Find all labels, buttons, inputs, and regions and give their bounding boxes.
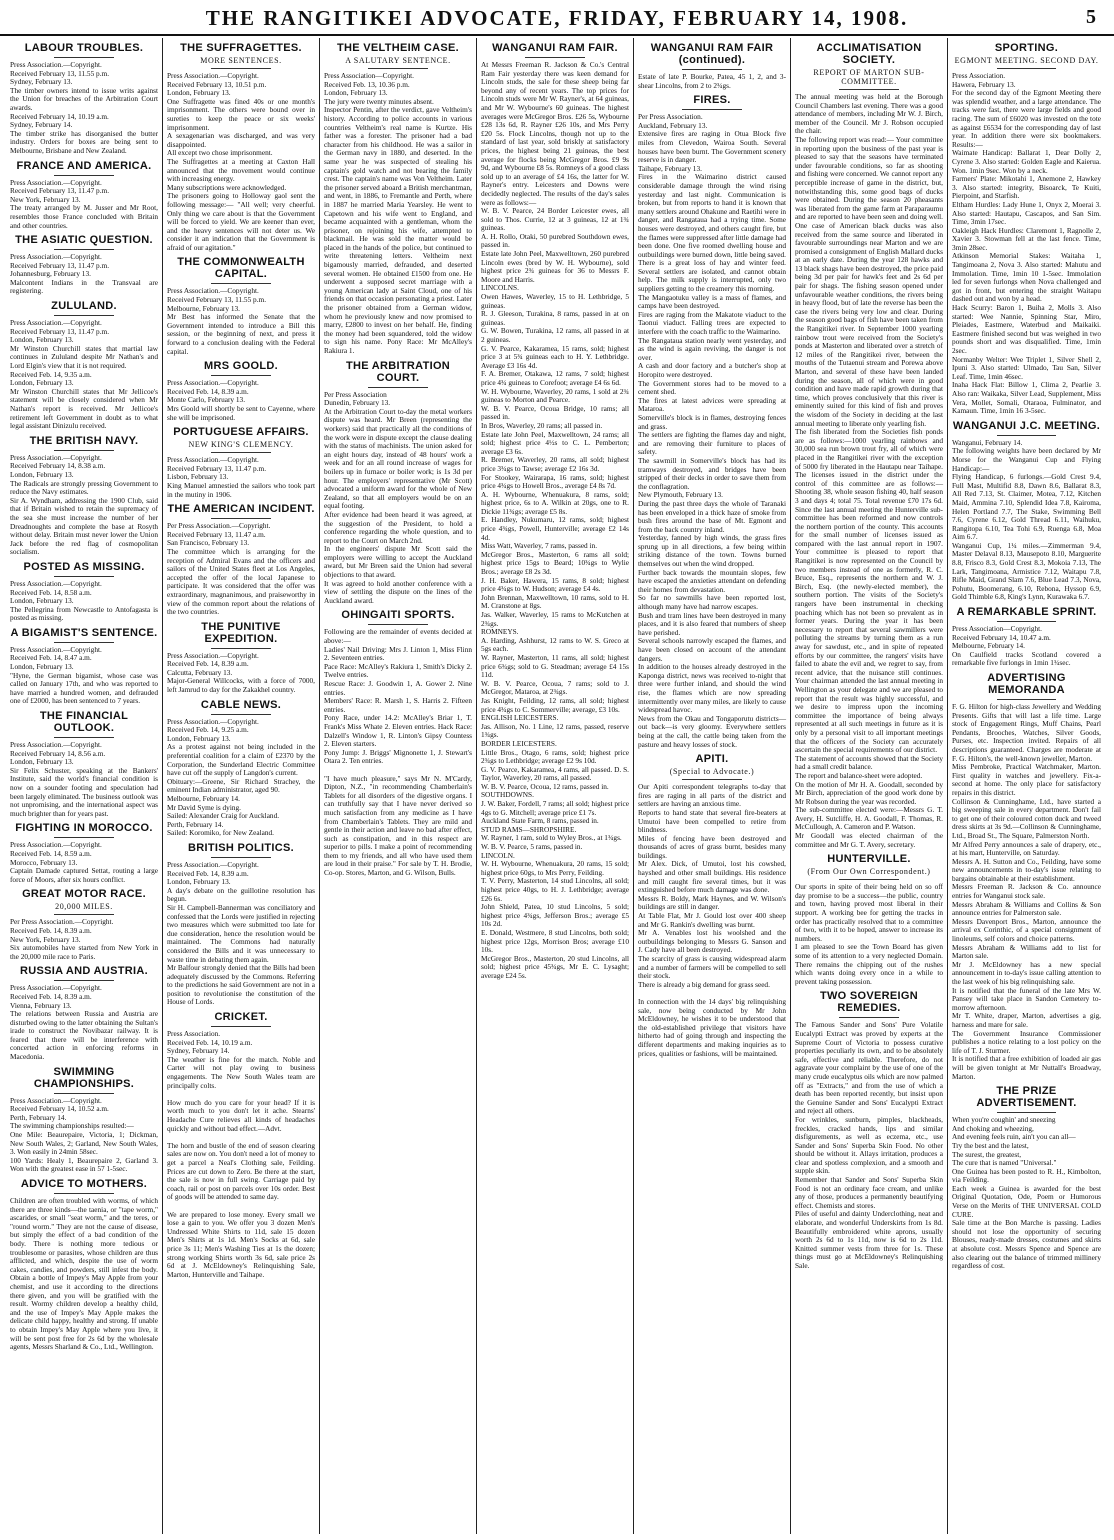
- article-headline: TWO SOVEREIGN REMEDIES.: [819, 990, 919, 1015]
- headline-rule: [997, 68, 1057, 69]
- headline-rule: [839, 879, 898, 880]
- article-headline: SPORTING.: [994, 42, 1059, 54]
- article: [952, 672, 1101, 1081]
- article: [10, 42, 158, 156]
- article-body: Per Press Association.—Copyright. Received Feb. 14, 8.39 a.m. New York, February 13. Six automobiles have started from New York in the 20,000 mile race to Paris.: [10, 917, 158, 961]
- article-body: Following are the remainder of events decided at above:— Ladies' Nail Driving: Mrs J. Linton 1, Miss Flinn 2. Seventeen entries. Pace Race: McAlley's Rakiura 1, Smith's Dicky 2. Twelve entries. Rescue Race: J. Goodwin 1, A. Gower 2. Nine entries. Members' Race: R. Marsh 1, S. Harris 2. Fifteen entries. Pony Race, under 14.2: McAlley's Briar 1, T. Frank's Miss Whate 2. Eleven entries. Hack Race: Dalzell's Window 1, R. Linton's Gipsy Countess 2. Eleven starters. Pony Jump: J. Briggs' Mignonette 1, J. Stewart's Otara 2. Ten entries. "I have much pleasure," says Mr N. M'Cardy, Dipton, N.Z., "in recommending Chamberlain's Tablets for all disorders of the digestive organs. I can truthfully say that I have never derived so much satisfaction from any medicine as I have from Chamberlain's Tablets. They are mild and gentle in their action and leave no bad after effect, such as constipation, and in this respect are superior to pills. I make a point of recommending them to my friends, and all who have used them are loud in their praise." For sale by T. H. Brodie, Co-op. Stores, Marton, and G. Wilson, Bulls.: [324, 627, 472, 878]
- article: [10, 300, 158, 431]
- newspaper-title: THE RANGITIKEI ADVOCATE, FRIDAY, FEBRUARY 14, 1908.: [205, 6, 909, 30]
- article-headline: THE AMERICAN INCIDENT.: [167, 503, 315, 516]
- headline-rule: [211, 518, 270, 519]
- article-headline: A REMARKABLE SPRINT.: [956, 606, 1097, 619]
- headline-rule: [211, 857, 270, 858]
- article: [167, 699, 315, 838]
- headline-rule: [54, 914, 113, 915]
- article-body: Per Press Association Dunedin, February 13. At the Arbitration Court to-day the metal workers dispute was heard. Mr Breen (representing the workers) said that practically all the conditions of the work were in dispute except the clause dealing with the status of machinists. The union asked for an eight hours day, instead of 48 hours' work a week and for an all round increase of wages for boilers up in furnace or boiler work; is 1s 3d per hour. The employers' representative (Mr Scott) advocated a uniform award for the whole of New Zealand, so that all employers would be on an equal footing. After evidence had been heard it was agreed, at the suggestion of the President, to hold a conference regarding the whole question, and to report to the Court on March 2nd. In the engineers' dispute Mr Scott said the employers were willing to accept the Auckland award, but Mr Breen said the Union had several objections to that award. It was agreed to hold another conference with a view of settling the dispute on the lines of the Auckland award.: [324, 389, 472, 605]
- article-body: Our sports in spite of their being held on so off day promise to be a success—the public, country and town, having proved most liberal in their support. A working bee for getting the tracks in order has practically resolved that to a committee of two, with it to be hoped, answer to increase its numbers. I am pleased to see the Town Board has given some of its attention to a very neglected Domain. There remains the chipping out of the rushes which wants doing every once in a while to prevent taking possession.: [795, 882, 943, 986]
- headline-rule: [54, 175, 113, 176]
- article-headline: WANGANUI RAM FAIR (continued).: [650, 42, 774, 66]
- article-headline: FIGHTING IN MOROCCO.: [15, 822, 153, 835]
- headline-rule: [54, 450, 113, 451]
- headline-rule: [211, 1026, 270, 1027]
- article-headline: PORTUGUESE AFFAIRS.: [173, 426, 309, 439]
- headline-rule: [54, 249, 113, 250]
- article-body: Press Association.—Copyright. Received Feb. 14, 8.39 a.m. Monte Carlo, February 13. Mrs Goold will shortly be sent to Cayenne, where she will be imprisoned.: [167, 378, 315, 422]
- article-body: Press Association. Hawera, February 13. For the second day of the Egmont Meeting there was splendid weather, and a large attendance. The tracks were fast, there were large fields and good racing. The sum of £6020 was invested on the tote as against £6534 for the corresponding day of last year. In addition there were six bookmakers. Results:— Waimate Handicap: Ballarat 1, Dear Dolly 2, Cyrene 3. Also started: Golden Eagle and Kaierua. Won. 1min 9sec. Won by a neck. Farmers' Plate: Mikotahi 1, Anemone 2, Hawkey 3. Also started: integrity, Bisoarck, Te Kuiti, Pierpoint, and Starfish. Eltham Hurdles: Lady Hune 1, Onyx 2, Moerai 3. Also started: Hautapu, Cascapos, and San Sim. Time, 3min 17sec. Oakleigh Hack Hurdles: Claremont 1, Ragnolle 2, Xavier 3. Stowman fell at the last fence. Time, 3min 28sec. Atkinson Memorial Stakes: Waitaha 1, Tangimoana 2, Nova 3. Also started: Mahutu and Immolation. Time, 1min 10 1-5sec. Immolation led for seven furlongs when Nova challenged and got in front, but entering the straight Waitapu dashed out and won by a head. Hack Scurry: Baron 1, Buiha 2, Molls 3. Also started: Wee Nannie, Spinning Star, Miro, Pleiades, Eastmere, Waterbud and Maikaiki. Eastmere finished second but was weighed in two pounds short and was disqualified. Time, 1min 2sec. Normanby Welter: Wee Triplet 1, Silver Shell 2, Ipuni 3. Also started: Ulmado, Tau San, Silver Leaf. Time, 1min 46sec. Inaha Hack Flat: Billow 1, Clima 2, Pearlie 3. Also ran: Waikaka, Silver Lead, Supplement, Miss Vera, Mollet, Somali, Otaraoa, Fulminator, and Kamaun. Time, 1min 16 3-5sec.: [952, 71, 1101, 416]
- article: [10, 160, 158, 231]
- headline-rule: [54, 1193, 113, 1194]
- article: [638, 753, 786, 1058]
- column-1: [6, 38, 163, 1534]
- headline-rule: [54, 1093, 113, 1094]
- article: [10, 234, 158, 296]
- headline-rule: [368, 624, 427, 625]
- headline-rule: [997, 435, 1057, 436]
- article: [952, 420, 1101, 602]
- article: [167, 1011, 315, 1279]
- article: [952, 606, 1101, 668]
- article-body: Press Association.—Copyright. Received February 13, 11.55 p.m. Melbourne, February 13. Mr Best has informed the Senate that the Government intended to introduce a Bill this session, or the beginning of next, and press it forward to a conclusion dealing with the Federal capital.: [167, 286, 315, 356]
- article-body: Press Association.—Copyright. Received February 13, 11.55 p.m. Sydney, February 13. The timber owners intend to issue writs against the Union for breaches of the Arbitration Court awards. Received February 14, 10.19 a.m. Sydney, February 14. The timber strike has disorganised the butter industry. Orders for boxes are being sent to Melbourne, Brisbane and New Zealand.: [10, 60, 158, 155]
- article-body: Per Press Association.—Copyright. Received February 13, 11.47 a.m. San Francisco, February 13. The committee which is arranging for the reception of Admiral Evans and the officers and sailors of the United States fleet at Los Angeles, accepted the offer of the local Japanese to participate. It was considered that the offer was extraordinary, magnanimous, and praiseworthy in view of the common report about the relations of the two countries.: [167, 521, 315, 617]
- article-headline: THE ARBITRATION COURT.: [345, 359, 451, 384]
- article-headline: ADVICE TO MOTHERS.: [20, 1178, 148, 1190]
- article-headline: MRS GOOLD.: [204, 360, 278, 373]
- article-body: Press Association.—Copyright. Received Feb. 14, 9.25 a.m. London, February 13. As a protest against not being included in the preferential coalition for a claim of £2370 by the Corporation, the Sunderland Electric Committee have cut off the supply of Langdon's current. Obituary:—Greene, Sir Richard Strachey, the eminent Indian administrator, aged 90. Melbourne, February 14. Mr David Syme is dying. Sailed: Alexander Craig for Auckland. Perth, February 14. Sailed: Koromiko, for New Zealand.: [167, 716, 315, 838]
- article-headline: WANGANUI J.C. MEETING.: [952, 419, 1101, 432]
- article-headline: BRITISH POLITICS.: [188, 841, 294, 854]
- article-body: When you're coughin' and sneezing And choking and wheezing, And evening feels ruin, ain't you can all— Try the best and the latest, The surest, the greatest, The cure that is named "Universal." One Guinea has been posted to R. H., Kimbolton, via Feilding. Each week a Guinea is awarded for the best Original Quotation, Ode, Poem or Humorous Verse on the Merits of THE UNIVERSAL COLD CURE. Sale time at the Bon Marche is passing. Ladies should not lose the opportunity of securing Blouses, ready-made dresses, costumes and skirts at absolute cost. Messrs Spence and Spence are also clearing out the balance of trimmed millinery regardless of cost.: [952, 1115, 1101, 1271]
- article: [10, 627, 158, 706]
- article-body: Press Association—Copyright. Received Feb. 13, 10.36 p.m. London, February 13. The jury were twenty minutes absent. Inspector Pentin, after the verdict, gave Veltheim's history. According to police accounts in various countries Veltheim's real name is Kurtze. His father was a forester. The prisoner had a bad character from his childhood. He was a sailor in the German navy in 1880, and deserted. In the same year he was suspected of stealing his captain's gold watch and not bearing the family crest. The captain's name was Von Veltheim. Later the prisoner served aboard a British merchantman, and went, in 1886, to Fremantle and Perth, where in 1887 he married Maria Yearsley. He went to Capetown and his wife went to England, and became acquainted with a gentleman, whom the prisoner, on rejoining his wife, attempted to blackmail. He was sold the matter would be placed in the hands of the police, but continued to write threatening letters. Veltheim next bigamously married, defrauded, and deserted several women. He obtained £1500 from one. He underwent a supposed secret marriage with a young American lady at Saint Cloud, one of his friends on that occasion personating a priest. Later the prisoner obtained from a German widow, whom he previously knew and now promised to marry, £2800 to invest on her behalf. He, finding the money had been squandered, told the widow to sign his name. Pony Race: Mr McAlley's Rakiura 1.: [324, 71, 472, 355]
- article: [167, 426, 315, 499]
- article-subheadline: (Special to Advocate.): [669, 767, 755, 777]
- article-headline: CABLE NEWS.: [200, 698, 282, 711]
- article: [167, 256, 315, 356]
- article: [795, 990, 943, 1270]
- article-subheadline: MORE SENTENCES.: [200, 56, 282, 65]
- headline-rule: [54, 642, 113, 643]
- headline-rule: [54, 980, 113, 981]
- article-body: Press Association.—Copyright. Received February 13, 10.51 p.m. London, February 13. One Suffragette was fined 40s or one month's imprisonment. The others were bound over in sureties to keep the peace or six weeks' imprisonment. A sexagenarian was discharged, and was very disappointed. All except two chose imprisonment. The Suffragettes at a meeting at Caxton Hall announced that the movement would continue with increasing energy. Many subscriptions were acknowledged. The prisoners going to Holloway gaol sent the following message:— "All well; very cheerful. Only thing we care about is that the Government will be forced to yield. We are keener than ever, and the heavy sentences will not deter us. We consider it an indication that the Government is afraid of our agitation.": [167, 71, 315, 252]
- article: [10, 822, 158, 884]
- headline-rule: [682, 779, 741, 780]
- article-body: Press Association.—Copyright. Received Feb. 14, 8.58 a.m. London, February 13. The Pellegrina from Newcastle to Antofagasta is posted as missing.: [10, 578, 158, 623]
- article: [10, 1066, 158, 1174]
- headline-rule: [54, 737, 113, 738]
- article: [10, 965, 158, 1061]
- headline-rule: [997, 621, 1057, 622]
- headline-rule: [682, 69, 741, 70]
- article-headline: THE SUFFRAGETTES.: [180, 42, 302, 54]
- article-body: Per Press Association. Auckland, February 13. Extensive fires are raging in Otua Block five miles from Clevedon, Wairoa South. Several houses have been burnt. The Government scenery reserve is in danger. Taihape, February 13. Fires in the Waimarino district caused considerable damage through the wind rising yesterday and last night. Communication is broken, but from reports to hand it is known that many settlers around Ohakune and Raetihi were in danger, and Rangataua had a trying time. Some houses were destroyed, and others caught fire, but the flames were suppressed after little damage had been done. One five roomed dwelling house and outbuildings were burned down, little being saved. There is a great loss of hay and winter feed. Several settlers are isolated, and cannot obtain help. The milk supply is interrupted, only two suppliers getting to the creamery this morning. The Mangaotuku valley is a mass of flames, and camps have been destroyed. Fires are raging from the Makatote viaduct to the Taonui viaduct. Falling trees are expected to interfere with the coach traffic to the Waimarino. The Rangataua station nearly went yesterday, and as the wind is again reviving, the danger is not over. A cash and door factory and a butcher's shop at Horopito were destroyed. The Government stores had to be moved to a cement shed. The fires at latest advices were spreading at Mataroa. Somerville's block is in flames, destroying fences and grass. The settlers are fighting the flames day and night, and are removing their furniture to places of safety. The sawmill in Somerville's block has had its tramways destroyed, and bridges have been stripped of their decks in order to save them from the conflagration. New Plymouth, February 13. During the past three days the whole of Taranaki has been enveloped in a thick haze of smoke from bush fires around the base of Mt. Egmont and from the back country inland. Yesterday, fanned by high winds, the grass fires sprung up in all directions, a few being within striking distance of the town. Towns burned themselves out when the wind dropped. Further back towards the mountain slopes, few have escaped the anxieties attendant on defending their homes from devastation. So far no sawmills have been reported lost, although many have had narrow escapes. Bush and tram lines have been destroyed in many places, and it is also feared that numbers of sheep have perished. Several schools narrowly escaped the flames, and have been closed on account of the attendant dangers. In addition to the houses already destroyed in the Kaponga district, news was received to-night that three were further inland, and should the wind rise, the flames which are now spreading intermittently over many miles, are likely to cause widespread havoc. News from the Okau and Tongaporutu districts—out back—is very gloomy. Everywhere settlers being at the call, the cattle being taken from the pasture and heavy losses of stock.: [638, 112, 786, 749]
- article-headline: OHINGAITI SPORTS.: [341, 609, 455, 622]
- article-body: Press Association.—Copyright. Received February 14, 10.52 a.m. Perth, February 14. The swimming championships resulted:— One Mile: Beaurepaire, Victoria, 1; Dickman, New South Wales, 2; Garland, New South Wales, 3. Won easily in 24min 58sec. 100 Yards: Healy 1, Beaurepaire 2, Garland 3. Won with the greatest ease in 57 1-5sec.: [10, 1095, 158, 1174]
- headline-rule: [54, 57, 113, 58]
- article-headline: WANGANUI RAM FAIR.: [492, 42, 618, 54]
- headline-rule: [839, 1017, 898, 1018]
- article-body: Press Association—Copyright. Received February 14, 10.47 a.m. Melbourne, February 14. On Caulfield tracks Scotland covered a remarkable five furlongs in 1min 1¾sec.: [952, 624, 1101, 668]
- article: [324, 42, 472, 356]
- article-body: Press Association.—Copyright. Received Feb. 14, 8.39 a.m. Calcutta, February 13. Major-General Willcocks, with a force of 7000, left Jamrud to day for the Zakakhel country.: [167, 650, 315, 695]
- article-subheadline: REPORT OF MARTON SUB-COMMITTEE.: [813, 68, 925, 86]
- article: [324, 609, 472, 877]
- headline-rule: [211, 714, 270, 715]
- article-headline: CRICKET.: [214, 1011, 268, 1024]
- article-body: Estate of late P. Bourke, Patea, 45 1, 2, and 3-shear Lincolns, from 2 to 2¾gs.: [638, 72, 786, 90]
- headline-rule: [211, 375, 270, 376]
- article-headline: GREAT MOTOR RACE.: [22, 888, 146, 901]
- headline-rule: [368, 68, 427, 69]
- article: [167, 360, 315, 422]
- columns-container: [6, 38, 1108, 1534]
- article-body: Press Association.—Copyright. Received February 14, 8.56 a.m. London, February 13. Sir Felix Schuster, speaking at the Bankers' Institute, said the world's financial condition is now on a sounder footing and speculation had been largely eliminated. The business outlook was not unpromising, and the international aspect was much brighter than for years past.: [10, 740, 158, 818]
- column-3: [320, 38, 477, 1534]
- headline-rule: [211, 68, 270, 69]
- article: [10, 435, 158, 557]
- article: [167, 503, 315, 617]
- article-body: Children are often troubled with worms, of which there are three kinds—the taenia, or "tape worm," ascarides, or small "seat worm," and the teres, or "round worm." They are not the cause of disease, but simply the effect of a bad condition of the body. There is nothing more tedious or troublesome or parasites, whose children are thus afflicted, and which, despite the use of worm cakes, candies, and powders, still infest the body. Obtain a bottle of Impey's May Apple from your chemist, and use it according to the directions there given, and you will be gratified with the result. Wormy children develop a healthy child, and the use of Impey's May Apple makes the delicate child happy, healthy and strong. If unable to obtain Impey's May Apple where you live, it will be sent post free for 2s 6d by the wholesale agents, Messrs Sharland & Co., Ltd., Wellington.: [10, 1196, 158, 1352]
- article-headline: POSTED AS MISSING.: [23, 560, 145, 573]
- article-body: Press Association.—Copyright. Received Feb. 14, 8.39 a.m. London, February 13. A day's debate on the guillotine resolution has begun. Sir H. Campbell-Bannerman was conciliatory and confessed that the Lords were justified in rejecting two measures which were submitted too late for due consideration, hence the resolution would be maintained. The Commons had naturally considered the Bills and it was unnecessary to waste time in debating them again. Mr Balfour strongly denied that the Bills had been adequately discussed by the Commons. Referring to the predictions he said Government are not in a position to revolutionise the constitution of the House of Lords.: [167, 859, 315, 1007]
- article-subheadline: A SALUTARY SENTENCE.: [345, 56, 451, 65]
- article-headline: THE COMMONWEALTH CAPITAL.: [177, 256, 305, 281]
- article: [795, 853, 943, 986]
- article-headline: APITI.: [695, 753, 729, 766]
- column-5: [634, 38, 791, 1534]
- article: [795, 42, 943, 849]
- headline-rule: [682, 109, 741, 110]
- headline-rule: [839, 89, 898, 90]
- article: [638, 42, 786, 90]
- article-body: At Messrs Freeman R. Jackson & Co.'s Central Ram Fair yesterday there was keen demand for Lincoln studs, the sale for these sheep being far beyond any of recent years. The top prices for Lincoln studs were Mr W. Rayner's, at 64 guineas, and Mr W. Wybourne's 60 guineas. The highest averages were McGregor Bros. £26 5s, Wybourne £28 13s 6d, R. Rayner £26 10s, and Mrs Perry £20 5s. Flock Lincolns, though not up to the standard of last year, sold briskly at satisfactory prices, the highest being 21 guineas, the best average for flocks being McGregor Bros. £9 9s 9d, and Wybourne £8 5s. Romneys of a good class sold up to an average of £4 16s, the latter for W. Rayner's entry. Leicesters and Downs were decidedly neglected. The results of the day's sales were as follows:— W. B. V. Pearce, 24 Border Leicester ewes, all sold to Thos. Currie, 12 at 3 guineas, 12 at 1¾ guineas. A. H. Rollo, Otaki, 50 purebred Southdown ewes, passed in. Estate late John Peel, Maxwelltown, 260 purebred Lincoln ewes (bred by W. H. Wybourne), sold highest price 2¾ guineas for 36 to Messrs F. Moore and Harris. LINCOLNS. Owen Hawes, Waverley, 15 to H. Lethbridge, 5 guineas. R. J. Gleeson, Turakina, 8 rams, passed in at on guineas. G. W. Bowen, Turakina, 12 rams, all passed in at 2 guineas. G. V. Pearce, Kakaramea, 15 rams, sold; highest price 3 at 5¾ guineas each to H. Y. Lethbridge. Average £3 16s 4d. F. A. Bremer, Otakawa, 12 rams, 7 sold; highest price 4¾ guineas to Corefoot; average £4 6s 6d. W. H. Wybourne, Waverley, 20 rams, 1 sold at 2¾ guineas to Morton and Pearce. W. B. V. Pearce, Ocoua Bridge, 10 rams; all passed in. In Bros, Waverley, 20 rams; all passed in. Estate late John Peel, Maxwelltown, 24 rams; all sold; highest price 4½s to C. L. Pemberton; average £3 6s. R. Bremer, Waverley, 20 rams, all sold; highest price 3¾gs to Tawse; average £2 16s 3d. For Stookey, Wairarapa, 16 rams, sold; highest price 4¾gs to Howell Bros., average £4 8s 7d. A. H. Wybourne, Whenuakura, 8 rams, sold; highest price, 6s to A. Wilkin at 20gs, one to R. Dickie 11¾gs; average £5 8s. E. Handley, Nukumaru, 12 rams, sold; highest price 4¾gs, Powell, Hunterville; average £2 14s 4d. Miss Watt, Waverley, 7 rams, passed in. McGregor Bros., Masterton, 6 rams all sold; highest price 15gs to Beard; 10¾gs to Wylie Bros.; average £8 2s 3d. J. H. Baker, Hawera, 15 rams, 8 sold; highest price 4¾gs to W. Hudson; average £4 4s. John Brennan, Maxwelltown, 10 rams, sold to H. M. Cranstone at 8gs. Jas. Walker, Waverley, 15 rams to McKutchen at 2¾gs. ROMNEYS. A. Harding, Ashhurst, 12 rams to W. S. Greco at 5gs each. W. Rayner, Masterton, 11 rams, all sold; highest price 6¾gs; sold to G. Steadman; average £4 15s 11d. W. B. V. Pearce, Ocoua, 7 rams; sold to J. McGregor, Mataroa, at 2¾gs. Jas Knight, Feilding, 12 rams, all sold; highest price 4¾gs to C. Sommerville; average, £3 10s. ENGLISH LEICESTERS. Jas. Allison, No. 1 Line, 12 rams, passed, reserve 1¾gs. BORDER LEICESTERS. Little Bros., Otago, 6 rams, sold; highest price 2¾gs to Lethbridge; average £2 9s 10d. G. V. Pearce, Kakaramea, 4 rams, all passed. D. S. Taylor, Waverley, 20 rams, all passed. W. B. V. Pearce, Ocoua, 12 rams, passed in. SOUTHDOWNS. J. W. Baker, Fordell, 7 rams; all sold; highest price 4gs to G. Mitchell; average price £1 7s. Auckland State Farm, 8 rams, passed in. STUD RAMS—SHROPSHIRE. W. Rayner, 1 ram, sold to Wyley Bros., at 1¾gs. W. B. V. Pearce, 5 rams, passed in. LINCOLN. W. H. Wybourne, Whenuakura, 20 rams, 15 sold; highest price 60gs, to Mrs Perry, Feilding. T. V. Perry, Masterton, 14 stud Lincolns, all sold; highest price 40gs, to H. J. Lethbridge; average £26 6s. John Shield, Patea, 10 stud Lincolns, 5 sold; highest price 4¾gs, Jefferson Bros.; average £5 10s 2d. E. Donald, Westmere, 8 stud Lincolns, both sold; highest price 12gs, Morrison Bros; average £10 10s. McGregor Bros., Masterton, 20 stud Lincolns, all sold; highest price 45¾gs, Mr E. C. Lysaght; average £24 5s.: [481, 60, 629, 980]
- article: [952, 42, 1101, 416]
- article-subheadline: EGMONT MEETING. SECOND DAY.: [954, 56, 1099, 65]
- article-subheadline: NEW KING'S CLEMENCY.: [188, 440, 294, 450]
- article-headline: ZULULAND.: [51, 300, 117, 313]
- headline-rule: [54, 315, 113, 316]
- headline-rule: [211, 452, 270, 453]
- article-body: Press Association.—Copyright. Received Feb. 14, 8.59 a.m. Morocco, February 13. Captain Damade captured Settat, routing a large force of Moors, after six hours conflict.: [10, 840, 158, 884]
- article-headline: ADVERTISING MEMORANDA: [987, 672, 1066, 696]
- article-body: Press Association. Received Feb. 14, 10.19 a.m. Sydney, February 14. The weather is fine for the match. Noble and Carter will not play owing to business engagements. The New South Wales team are principally colts. How much do you care for your head? If it is worth much to you don't let it ache. Stearns' Headache Cure relieves all kinds of headaches quickly and without bad effect.—Advt. The horn and bustle of the end of season clearing sales are now on. You don't need a lot of money to get a parcel a Neal's Clothing sale, Feilding. Prices are cut down to Zero. Be there at the start, the sale is now in full swing. Carriage paid by coach, rail or post on parcels over 10s order. Best of goods will be attended to same day. We are prepared to lose money. Every small we lose a gain to you. We offer you 3 dozen Men's Undressed White Shirts to 11d, sale 15 dozen Men's Shirts at 1s 1d. Men's Socks at 6d, sale price 3s 11; Men's Washing Ties at 1s the dozen; strong working Shirts worth 3s 6d, sale price 2s 6d at J. McEldowney's Relinquishing Sale, Marton, Hunterville and Taihape.: [167, 1029, 315, 1279]
- headline-rule: [368, 387, 427, 388]
- headline-rule: [211, 648, 270, 649]
- page-number: 5: [1086, 6, 1096, 28]
- headline-rule: [525, 57, 584, 58]
- article-headline: THE FINANCIAL OUTLOOK.: [39, 710, 129, 735]
- article-body: Press Association.—Copyright. Received February 13, 11.47 p.m. Lisbon, February 13. King Manuel amnestied the sailors who took part in the mutiny in 1906.: [167, 455, 315, 499]
- article-headline: THE PUNITIVE EXPEDITION.: [201, 620, 281, 645]
- article-headline: FIRES.: [693, 94, 731, 107]
- column-2: [163, 38, 320, 1534]
- article-body: Press Association.—Copyright. Received February 13, 11.47 p.m. Johannesburg, February 13. Malcontent Indians in the Transvaal are registering.: [10, 252, 158, 296]
- article-headline: HUNTERVILLE.: [827, 853, 911, 866]
- article-body: F. G. Hilton for high-class Jewellery and Wedding Presents. Gifts that will last a life time. Large stock of Engagement Rings, Muff Chains, Pearl Pendants, Brooches, Watches, Silver Goods, Purses, etc. Inspection invited. Repairs of all descriptions guaranteed. Charges are moderate at F. G. Hilton's, the well-known jeweller, Marton. Miss Pembroke, Practical Watchmaker, Marton. First quality in watches and jewellery. Fix-a-second at home. The only place for satisfactory repairs in this district. Collinson & Cunninghame, Ltd., have started a big sweeping sale in every department. Don't fail to get one of their coloured cotton duck and tweed dress skirts at 3s 9d.—Collinson & Cunninghame, Ltd., Broad St., The Square, Palmerston North. Mr Alfred Perry announces a sale of drapery, etc., at his mart, Hunterville, on Saturday. Messrs A. H. Sutton and Co., Feilding, have some new announcements in to-day's issue relating to bargains obtainable at their establishment. Messrs Freeman R. Jackson & Co. announce entries for Wanganui stock sale. Messrs Abraham & Williams and Collins & Son announce entries for Palmerston sale. Messrs Davenport Bros., Marton, announce the arrival ex Corinthic, of a special consignment of linoleums, self colors and choice patterns. Messrs Abraham & Williams add to list for Marton sale. Mr J. McEldowney has a new special announcement in to-day's issue calling attention to the last week of his big relinquishing sale. It is notified that the funeral of the late Mrs W. Pansey will take place in Sandon Cemetery to-morrow afternoon. Mr T. White, draper, Marton, advertises a gig, harness and mare for sale. The Government Insurance Commissioner publishes a notice relating to a lost policy on the life of T. J. Sturmer. It is notified that a free exhibition of loaded air gas will be given tonight at Mr Nuttall's Broadway, Marton.: [952, 702, 1101, 1081]
- headline-rule: [211, 283, 270, 284]
- article-headline: A BIGAMIST'S SENTENCE.: [10, 626, 158, 639]
- article-headline: THE VELTHEIM CASE.: [337, 42, 459, 54]
- article-headline: THE PRIZE ADVERTISEMENT.: [976, 1085, 1077, 1110]
- article-body: Press Association.—Copyright. Received Feb. 14, 8.47 a.m. London, February 13. "Hyne, the German bigamist, whose case was called on January 17th, and who was reported to have married a hundred women, and defrauded one of £2000, has been sentenced to 7 years.: [10, 644, 158, 706]
- article: [481, 42, 629, 981]
- column-7: [948, 38, 1105, 1534]
- masthead: [0, 0, 1114, 36]
- article-body: Press Association.—Copyright. Received February 13, 11.47 p.m. New York, February 13. The treaty arranged by M. Jusser and Mr Root, resembles those France concluded with Britain and other countries.: [10, 177, 158, 230]
- article-subheadline: (From Our Own Correspondent.): [807, 867, 931, 877]
- headline-rule: [997, 1112, 1057, 1113]
- article: [167, 621, 315, 695]
- article-subheadline: 20,000 MILES.: [55, 902, 113, 912]
- article-headline: FRANCE AND AMERICA.: [16, 159, 152, 172]
- article-headline: RUSSIA AND AUSTRIA.: [20, 965, 148, 978]
- article-body: The Famous Sander and Sons' Pure Volatile Eucalypti Extract was proved by experts at the Supreme Court of Victoria to possess curative properties peculiarly its own, and to be absolutely safe, effective and reliable. Therefore, do not aggravate your complaint by the use of one of the many crude eucalyptus oils which are now palmed off as "Extracts," and from the use of which a death has been reported recently, but insist upon the Genuine Sander and Sons' Eucalypti Extract and reject all others. For wrinkles, sunburn, pimples, blackheads, freckles, cracked hands, lips and similar disfigurements, as well as eczema, etc., use Sander and Sons' Superba Skin Food. No other should be without it. Allays irritation, produces a clear and spotless complexion, and a smooth and supple skin. Remember that Sander and Sons' Superba Skin Food is not an ordinary face cream, and unlike any of those, produces a permanently beautifying effect. Chemists and stores. Piles of useful and dainty Underclothing, neat and elaborate, and wonderful Underskirts from 1s 8d. Beautifully embroidered white aprons, usually worth 2s 6d to 1s 11d, now is 6d to 2s 11d. Knitted summer vests from three for 1s. These things must go at McEldowney's Relinquishing Sale.: [795, 1020, 943, 1270]
- headline-rule: [54, 576, 113, 577]
- article: [324, 360, 472, 606]
- article-body: Our Apiti correspondent telegraphs to-day that fires are raging in all parts of the district and settlers are having an anxious time. Reports to hand state that several fire-beaters at Umutoi have been compelled to retire from blindness. Miles of fencing have been destroyed and thousands of acres of grass burnt, besides many buildings. Mr Alex. Dick, of Umutoi, lost his cowshed, hayshed and other small buildings. His residence and mill caught fire several times, but it was extinguished before much damage was done. Messrs R. Boldy, Mark Haynes, and W. Wilson's buildings are still in danger. At Table Flat, Mr J. Gould lost over 400 sheep and Mr G. Rankin's dwelling was burnt. Mr A. Venables lost his woolshed and the outbuildings belonging to Messrs G. Sanson and J. Cady have all been destroyed. The scarcity of grass is causing widespread alarm and a number of farmers will be compelled to sell their stock. There is already a big demand for grass seed. In connection with the 14 days' big relinquishing sale, now being conducted by Mr John McEldowney, he wishes it to be understood that the old-established privilege that visitors have hitherto had of going through and inspecting the different departments and making inquiries as to prices, qualities or fashions, will be maintained.: [638, 782, 786, 1058]
- article-headline: THE BRITISH NAVY.: [29, 434, 139, 447]
- column-6: [791, 38, 948, 1534]
- article: [167, 42, 315, 252]
- article-headline: LABOUR TROUBLES.: [24, 42, 144, 54]
- article-body: Press Association.—Copyright. Received February 14, 8.38 a.m. London, February 13. The Radicals are strongly pressing Government to reduce the Navy estimates. Sir A. Wyndham, addressing the 1900 Club, said that if Britain wished to retain the supremacy of the sea she must increase the number of her Dreadnoughts and complete the base at Rosyth without delay. Britain must never lower the Union Jack before the red flag of cosmopolitan socialism.: [10, 452, 158, 557]
- article-body: The annual meeting was held at the Borough Council Chambers last evening. There was a good attendance of members, including Mr W. J. Birch, member of the Council. Mr J. Robson occupied the chair. The following report was read:— Your committee in reporting upon the business of the past year is pleased to say that the seasons have terminated under favourable conditions, so far as shooting and fishing were concerned. We cannot report any perceptible increase of game in the district, but, notwithstanding this, some good bags of ducks were obtained. During the season 20 pheasants was liberated from the game farm at Paraparaumu and are reported to have been seen and doing well. One case of American black ducks was also received from the same source and liberated in favourable surroundings near Marton and we are promised a consignment of English Mallard ducks at an early date. During the year 128 hawks and 13 black shags have been destroyed, the price paid being 3d per pair for hawk's feet and 2s 6d per pair for shags. The fishing season opened under unfavourable weather conditions, the rivers being in heavy flood, but of late the reverse has been the case the rivers being very low and clear. During the season good bags of fish have been taken from the Rangitikei river. In September 1000 yearling rainbow trout were received from the Society's ponds at Masterton and liberated over a stretch of 12 miles of the Rangitikei river, between the mouths of the Tutaenui stream and Porewa above Marton, and several of these have been landed during the season, all of which were in good condition and have made rapid growth during that time, which proves conclusively that this river is eminently suited for this kind of fish and proves the wisdom of the Society in deciding at the last annual meeting to liberate only yearling fish. The fish liberated from the Societies fish ponds are as follows:—1000 yearling rainbows and 30,000 sea run brown trout fry, all of which were placed in the Rangitikei river with the exception of 5000 fry liberated in the Hautapu near Taihape. The licenses issued in the district under the control of this committee are as follows:—Shooting 38, whole season fishing 40, half season 3 and days 4; total 75. Total revenue £70 17s 6d. Since the last annual meeting the Hunterville sub-committee has been reformed and now controls the northern portion of the county. This accounts for the small number of licenses issued as compared with the last annual report in 1907. Your committee is pleased to report that Rangitikei is now represented on the Council by two members instead of one as formerly, R. C. Bruce, Esq., represents the northern and W. J. Birch, Esq. (the newly-elected member), the southern portion. The visits of the Society's rangers have been instrumental in checking poaching which has not been so prevalent as in former years. During the year it has been necessary to report that several sawmillers were polluting the streams by turning them as a run away for sawdust, etc., and in spite of repeated efforts by our committee, the rangers' visits have failed to abate the evil and, we regret to say, from recent advice, that the nuisance still continues. Your chairman attended the last annual meeting in Wellington as your delegate and we are pleased to report that the result was highly successful, and we desire to impress upon the incoming committee the importance of being always represented at all such meetings in future as it is only by a personal visit to all important meetings that the officers of the Society can accurately ascertain the special requirements of our district. The statement of accounts showed that the Society had a small credit balance. The report and balance-sheet were adopted. On the motion of Mr H. A. Goodall, seconded by Mr Birch, appreciation of the good work done by Mr Robson during the year was recorded. The sub-committee elected were:—Messrs G. T. Avery, H. Sutcliffe, H. A. Goodall, F. Thomas, R. McCullough, A. Cameron and P. Watson. Mr Goodall was elected chairman of the committee and Mr G. T. Avery, secretary.: [795, 92, 943, 849]
- article: [952, 1085, 1101, 1271]
- article-headline: SWIMMING CHAMPIONSHIPS.: [33, 1065, 135, 1090]
- article: [10, 888, 158, 961]
- article: [10, 1178, 158, 1352]
- headline-rule: [997, 699, 1057, 700]
- article-body: Press Association.—Copyright. Received February 13, 11.47 p.m. London, February 13. Mr Winston Churchill states that martial law continues in Zululand despite Mr Nathan's and Lord Elgin's view that it is not required. Received Feb. 14, 9.35 a.m. London, February 13. Mr Winston Churchill states that Mr Jellicoe's statement will be closely considered when Mr Nathan's report is received. Mr Jellicoe's retirement left Government in doubt as to what legal assistant Dinizulu received.: [10, 318, 158, 431]
- article: [10, 710, 158, 818]
- headline-rule: [54, 837, 113, 838]
- column-4: [477, 38, 634, 1534]
- article-headline: ACCLIMATISATION SOCIETY.: [816, 42, 922, 66]
- article: [10, 561, 158, 623]
- article-headline: THE ASIATIC QUESTION.: [15, 234, 153, 247]
- article: [638, 94, 786, 749]
- article-body: Wanganui, February 14. The following weights have been declared by Mr Morse for the Wanganui Cup and Flying Handicap:— Flying Handicap, 6 furlongs.—Gold Crest 9.4, Full Mast, Multifid 8.8, Dawn 8.6, Ballarat 8.3, All Red 7.13, St. Claimer, Motea, 7.12, Kitchen Maid, Ammina 7.10, Splendid Idea 7.8, Kairoma, Helen Portland 7.7, The Stake, Swimming Bell 7.6, Cyrene 6.12, Gold Thread 6.11, Waihuku, Rangitopa 6.10, Tea Tohi 6.9, Ruenga 6.8, Moa Aim 6.7. Wanganui Cup, 1¼ miles.—Zimmerman 9.4, Master Delaval 8.13, Mausepoto 8.10, Marguerite 8.8, Frisco 8.3, Gold Crest 8.3, Mokoia 7.13, The Lark, Tangimoana, Armistice 7.12, Waitapu 7.8, Rifle Maid, Grand Slam 7.6, Blue Lead 7.3, Nova, Pohutu, Boomerang, 6.10, Rebona, Hyssop 6.9, Gold Thimble 6.8, King's Lynn, Kurawaka 6.7.: [952, 437, 1101, 602]
- article-body: Press Association.—Copyright. Received Feb. 14, 8.39 a.m. Vienna, February 13. The relations between Russia and Austria are disturbed owing to the latter obtaining the Sultan's irade to construct the Novibazar railway. It is feared that there will be interference with concerted action in enforcing reforms in Macedonia.: [10, 983, 158, 1062]
- article: [167, 842, 315, 1007]
